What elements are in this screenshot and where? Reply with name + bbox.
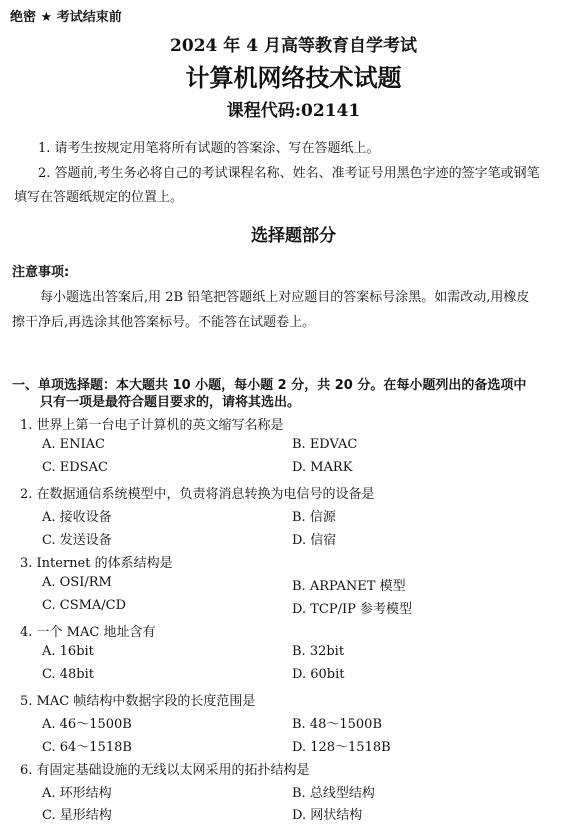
option-b: B. 总线型结构: [292, 786, 375, 801]
option-c: C. CSMA/CD: [42, 598, 127, 613]
course-code: 课程代码:02141: [226, 101, 361, 121]
option-b: B. EDVAC: [292, 437, 358, 452]
option-c: C. 星形结构: [42, 808, 112, 823]
option-d: D. 60bit: [292, 667, 345, 682]
option-c: C. EDSAC: [42, 460, 108, 475]
option-c: C. 发送设备: [42, 533, 112, 548]
notice-label: 注意事项:: [12, 265, 70, 280]
option-d: D. 信宿: [292, 533, 337, 548]
part-heading: 只有一项是最符合题目要求的，请将其选出。: [40, 395, 301, 410]
option-b: B. 48～1500B: [292, 717, 382, 732]
part-heading: 一、单项选择题：本大题共 10 小题，每小题 2 分，共 20 分。在每小题列出的备选项中: [12, 378, 527, 393]
subject-title: 计算机网络技术试题: [185, 64, 402, 92]
option-a: A. ENIAC: [42, 437, 105, 452]
option-b: B. 32bit: [292, 644, 345, 659]
option-c: C. 64～1518B: [42, 740, 132, 755]
option-d: D. 网状结构: [292, 808, 363, 823]
confidential-mark: 绝密 ★ 考试结束前: [10, 10, 122, 25]
question-stem: 5. MAC 帧结构中数据字段的长度范围是: [20, 694, 256, 709]
option-d: D. 128～1518B: [292, 740, 391, 755]
instruction-line: 填写在答题纸规定的位置上。: [14, 190, 184, 205]
exam-title: 2024 年 4 月高等教育自学考试: [170, 36, 417, 56]
option-c: C. 48bit: [42, 667, 94, 682]
question-stem: 3. Internet 的体系结构是: [20, 556, 173, 571]
option-b: B. 信源: [292, 510, 336, 525]
option-a: A. 46～1500B: [42, 717, 132, 732]
question-stem: 2. 在数据通信系统模型中，负责将消息转换为电信号的设备是: [20, 487, 375, 502]
instruction-line: 2. 答题前,考生务必将自己的考试课程名称、姓名、准考证号用黑色字迹的签字笔或钢笔: [38, 166, 540, 181]
option-a: A. OSI/RM: [42, 575, 112, 590]
notice-line: 每小题选出答案后,用 2B 铅笔把答题纸上对应题目的答案标号涂黑。如需改动,用橡皮: [40, 290, 530, 305]
question-stem: 1. 世界上第一台电子计算机的英文缩写名称是: [20, 418, 284, 433]
option-b: B. ARPANET 模型: [292, 579, 406, 594]
section-title: 选择题部分: [251, 226, 336, 246]
instruction-line: 1. 请考生按规定用笔将所有试题的答案涂、写在答题纸上。: [38, 141, 380, 156]
notice-line: 擦干净后,再选涂其他答案标号。不能答在试题卷上。: [12, 315, 316, 330]
option-a: A. 16bit: [42, 644, 94, 659]
question-stem: 4. 一个 MAC 地址含有: [20, 625, 156, 640]
option-d: D. TCP/IP 参考模型: [292, 602, 412, 617]
option-a: A. 接收设备: [42, 510, 112, 525]
option-d: D. MARK: [292, 460, 353, 475]
option-a: A. 环形结构: [42, 786, 112, 801]
question-stem: 6. 有固定基础设施的无线以太网采用的拓扑结构是: [20, 763, 310, 778]
